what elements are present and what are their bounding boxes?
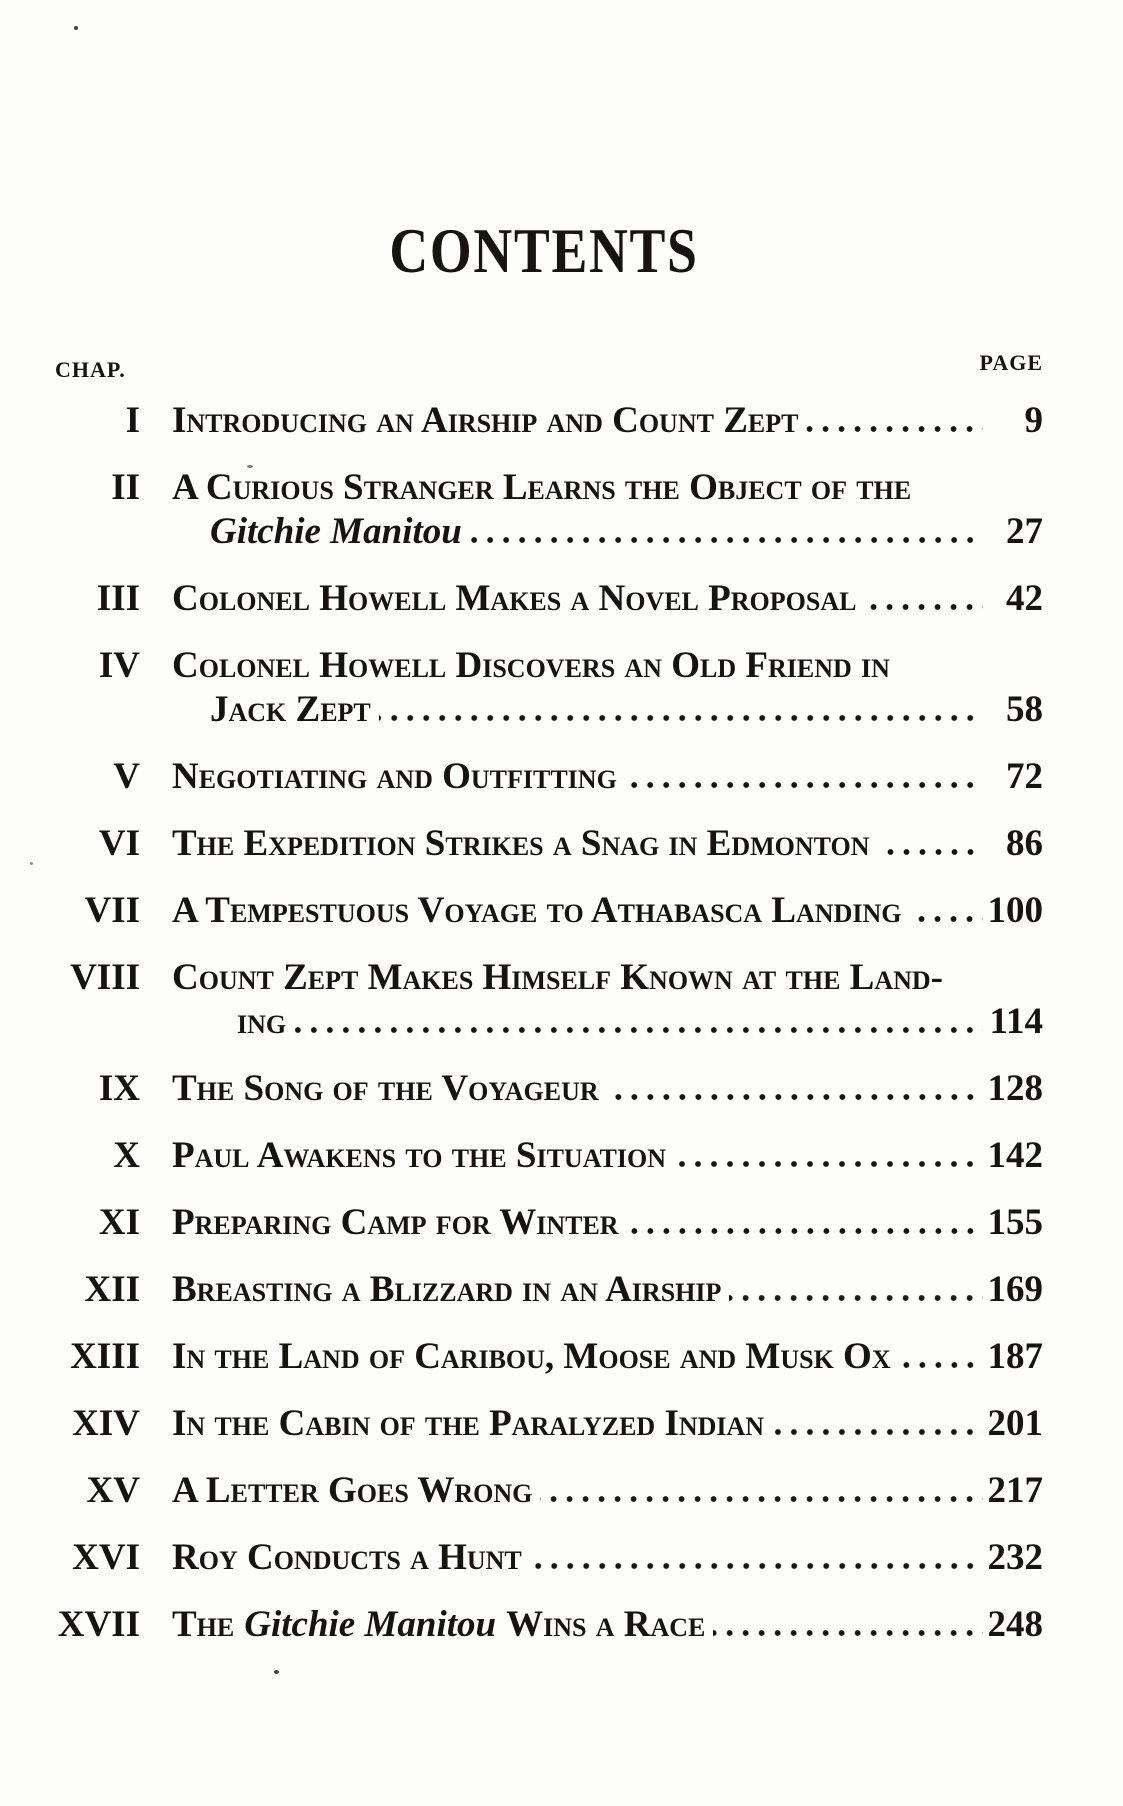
chapter-title: Roy Conducts a Hunt bbox=[172, 1537, 522, 1578]
chapter-title-segment: The bbox=[172, 1604, 235, 1645]
toc-entry bbox=[45, 1402, 1043, 1446]
chapter-title: The Expedition Strikes a Snag in Edmonton bbox=[172, 823, 870, 864]
page-number: 155 bbox=[987, 1202, 1043, 1243]
dot-leader bbox=[470, 537, 983, 543]
dot-leader bbox=[627, 1228, 983, 1234]
chapter-numeral: IX bbox=[98, 1068, 140, 1109]
dot-leader bbox=[379, 715, 983, 721]
dot-leader bbox=[909, 916, 983, 922]
chapter-numeral: VIII bbox=[70, 957, 140, 998]
page-column-header: PAGE bbox=[979, 350, 1043, 375]
chapter-title: A Tempestuous Voyage to Athabasca Landing bbox=[172, 890, 902, 931]
page-title: CONTENTS bbox=[389, 215, 699, 286]
page-number: 58 bbox=[1006, 689, 1043, 730]
toc-entry bbox=[45, 1335, 1043, 1379]
page-number: 217 bbox=[987, 1470, 1043, 1511]
dot-leader bbox=[729, 1295, 983, 1301]
toc-entry bbox=[45, 1469, 1043, 1513]
column-headers bbox=[45, 350, 1043, 383]
dot-leader bbox=[625, 782, 983, 788]
chapter-numeral: IV bbox=[98, 645, 140, 686]
scan-speck bbox=[30, 862, 33, 865]
dot-leader bbox=[294, 1027, 983, 1033]
chapter-numeral: V bbox=[113, 756, 140, 797]
toc-entry bbox=[45, 755, 1043, 799]
content-block bbox=[45, 0, 1043, 1670]
page-number: 187 bbox=[987, 1336, 1043, 1377]
chapter-title: The Song of the Voyageur bbox=[172, 1068, 599, 1109]
page-number: 72 bbox=[1006, 756, 1043, 797]
page-number: 248 bbox=[987, 1604, 1043, 1645]
dot-leader bbox=[772, 1429, 983, 1435]
page-number: 142 bbox=[987, 1135, 1043, 1176]
chapter-numeral: XVI bbox=[72, 1537, 140, 1578]
chapter-title: A Letter Goes Wrong bbox=[172, 1470, 533, 1511]
page-number: 42 bbox=[1006, 578, 1043, 619]
dot-leader bbox=[899, 1362, 983, 1368]
chapter-numeral: XVII bbox=[57, 1604, 140, 1645]
page-number: 128 bbox=[987, 1068, 1043, 1109]
chapter-numeral: VII bbox=[84, 890, 140, 931]
dot-leader bbox=[806, 426, 983, 432]
dot-leader bbox=[607, 1094, 983, 1100]
page-number: 86 bbox=[1006, 823, 1043, 864]
page-number: 100 bbox=[987, 890, 1043, 931]
chapter-numeral: XV bbox=[86, 1470, 140, 1511]
dot-leader bbox=[878, 849, 983, 855]
page-number: 114 bbox=[989, 1001, 1043, 1042]
toc-entry bbox=[45, 577, 1043, 621]
page-number: 232 bbox=[987, 1537, 1043, 1578]
chapter-title: Paul Awakens to the Situation bbox=[172, 1135, 666, 1176]
toc-entry bbox=[45, 399, 1043, 443]
chapter-numeral: III bbox=[96, 578, 140, 619]
chapter-title: Introducing an Airship and Count Zept bbox=[172, 400, 799, 441]
chapter-title: Count Zept Makes Himself Known at the Land- bbox=[172, 957, 944, 998]
chapter-numeral: II bbox=[111, 467, 140, 508]
chapter-numeral: XIII bbox=[70, 1336, 140, 1377]
chapter-title: Colonel Howell Makes a Novel Proposal bbox=[172, 578, 857, 619]
toc-entries bbox=[45, 399, 1043, 1647]
page-number: 201 bbox=[987, 1403, 1043, 1444]
toc-entry bbox=[45, 1134, 1043, 1178]
toc-entry bbox=[45, 1603, 1043, 1647]
dot-leader bbox=[540, 1496, 983, 1502]
page-number: 27 bbox=[1006, 511, 1043, 552]
toc-entry bbox=[45, 956, 1043, 1044]
dot-leader bbox=[864, 604, 983, 610]
chapter-title-segment-italic: Gitchie Manitou bbox=[244, 1604, 497, 1645]
dot-leader bbox=[713, 1630, 983, 1636]
chapter-numeral: XIV bbox=[72, 1403, 140, 1444]
chapter-numeral: XII bbox=[84, 1269, 140, 1310]
chapter-title-continuation: Jack Zept bbox=[210, 689, 371, 730]
chapter-title: Colonel Howell Discovers an Old Friend in bbox=[172, 645, 890, 686]
chapter-title: Breasting a Blizzard in an Airship bbox=[172, 1269, 722, 1310]
toc-entry bbox=[45, 889, 1043, 933]
chapter-title: In the Land of Caribou, Moose and Musk Ox bbox=[172, 1336, 891, 1377]
chapter-numeral: XI bbox=[98, 1202, 140, 1243]
chapter-title-continuation: ing bbox=[237, 1001, 287, 1042]
chapter-numeral: X bbox=[113, 1135, 140, 1176]
toc-entry bbox=[45, 466, 1043, 554]
chapter-title-continuation-italic: Gitchie Manitou bbox=[210, 511, 462, 552]
dot-leader bbox=[530, 1563, 983, 1569]
toc-entry bbox=[45, 1201, 1043, 1245]
page-number: 169 bbox=[987, 1269, 1043, 1310]
chapter-numeral: I bbox=[125, 400, 140, 441]
toc-entry bbox=[45, 822, 1043, 866]
chapter-title: A Curious Stranger Learns the Object of the bbox=[172, 467, 912, 508]
chapter-column-header: CHAP. bbox=[55, 357, 126, 382]
chapter-title: In the Cabin of the Paralyzed Indian bbox=[172, 1403, 765, 1444]
toc-entry bbox=[45, 1268, 1043, 1312]
chapter-numeral: VI bbox=[98, 823, 140, 864]
page-number: 9 bbox=[1024, 400, 1043, 441]
chapter-title: Negotiating and Outfitting bbox=[172, 756, 617, 797]
chapter-title-segment: Wins a Race bbox=[506, 1604, 706, 1645]
scan-speck bbox=[274, 1670, 279, 1674]
toc-entry bbox=[45, 1067, 1043, 1111]
toc-entry bbox=[45, 644, 1043, 732]
dot-leader bbox=[674, 1161, 983, 1167]
chapter-title: Preparing Camp for Winter bbox=[172, 1202, 619, 1243]
toc-entry bbox=[45, 1536, 1043, 1580]
